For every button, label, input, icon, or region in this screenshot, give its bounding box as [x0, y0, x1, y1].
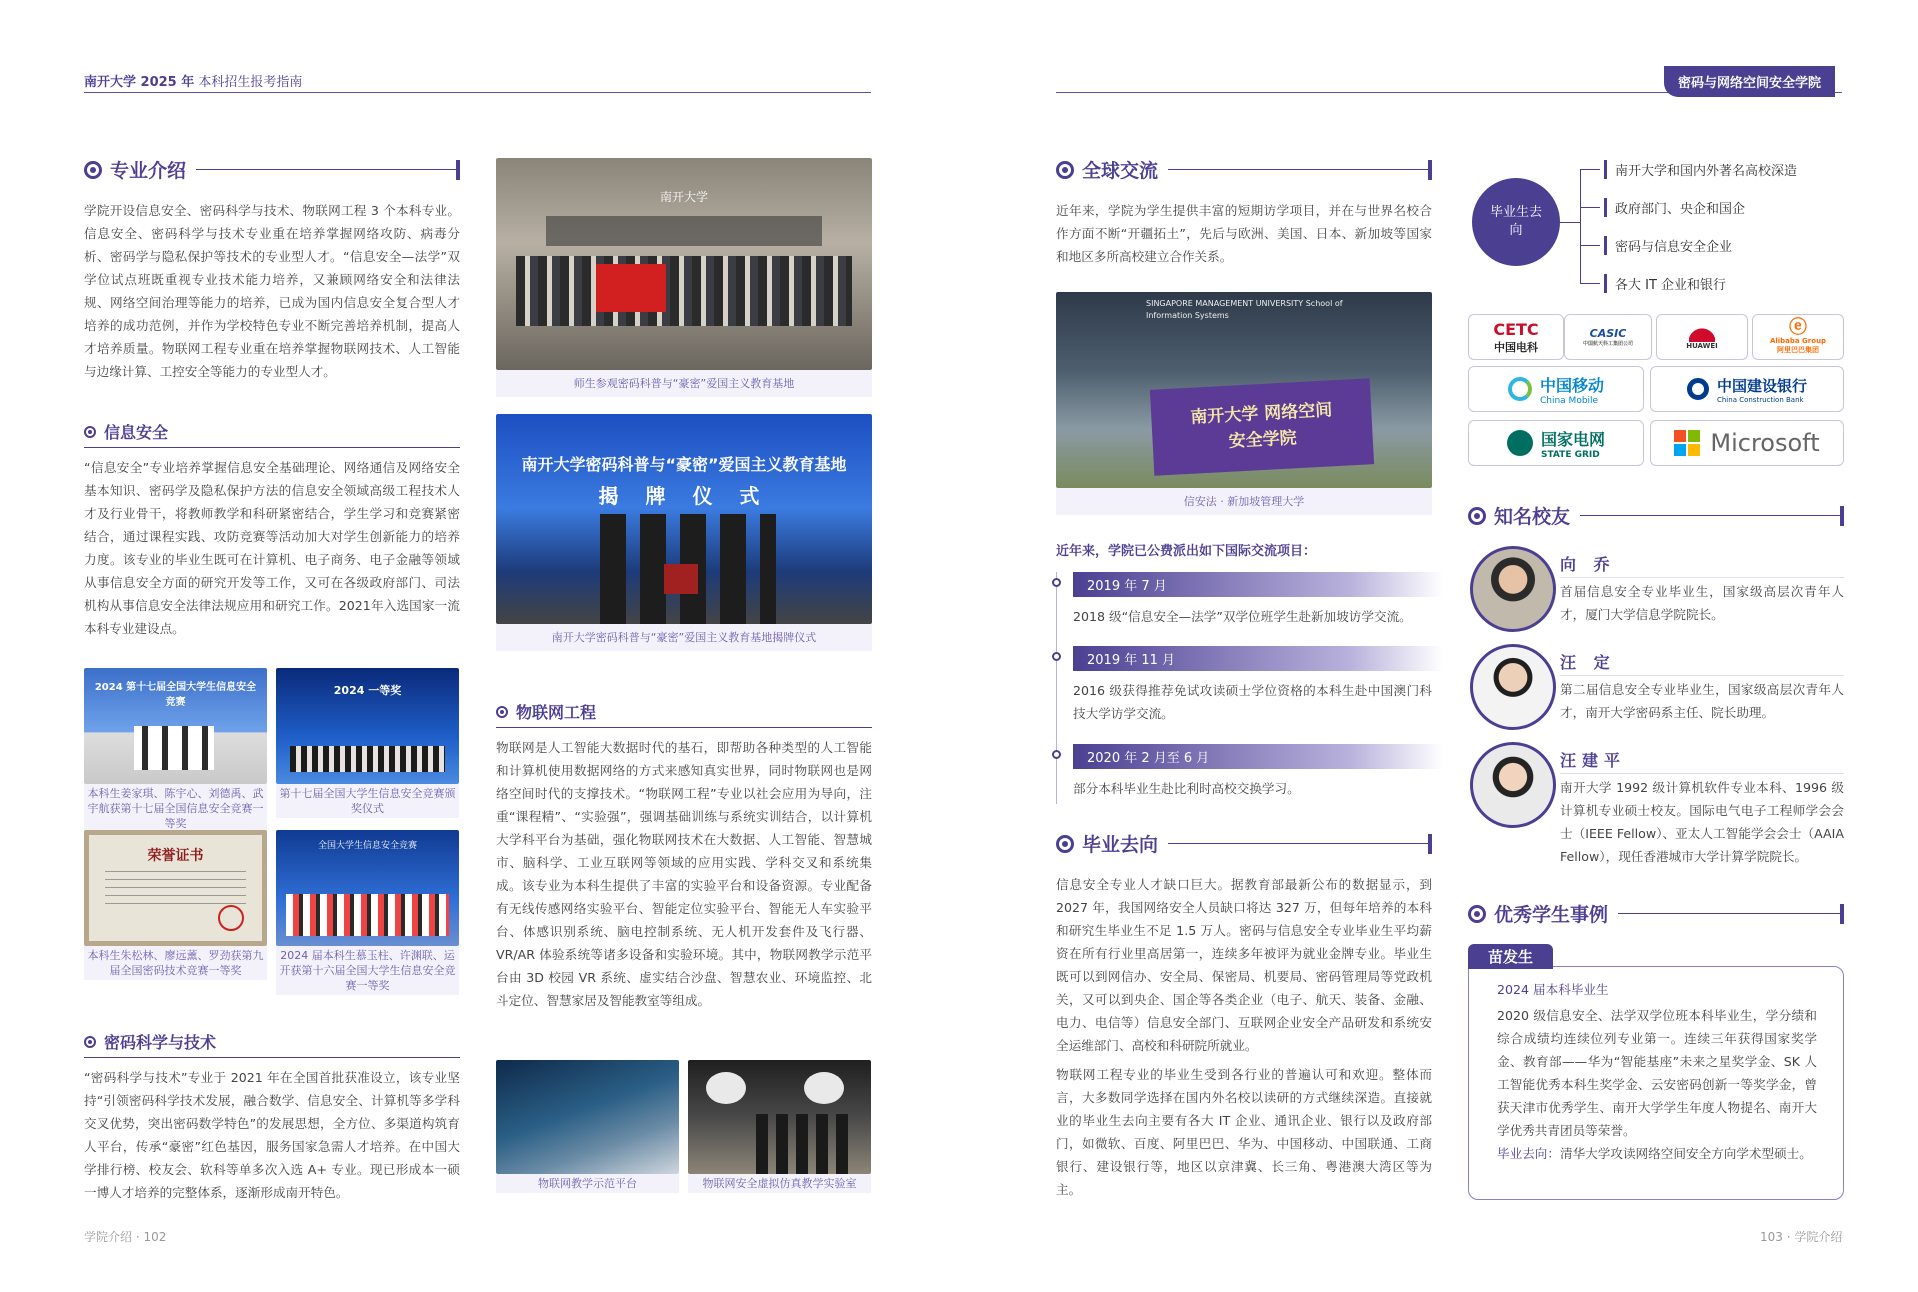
subsection-bullet-icon	[496, 706, 508, 718]
iot-paragraph: 物联网是人工智能大数据时代的基石，即帮助各种类型的人工智能和计算机使用数据网络的方式来感知真实世界，同时物联网也是网络空间时代的支撑技术。“物联网工程”专业以社会应用为导向，注重“课程精”、“实验强”，强调基础训练与系统实训结合，以计算机大学科平台为基础，强化物联网技术在大数据、人工智能、智慧城市、脑科学、工业互联网等领域的应用实践、学科交叉和系统集成。该专业为本科生提供了丰富的实验平台和设备资源。专业配备有无线传感网络实验平台、智能定位实验平台、智能无人车实验平台、体感识别系统、脑电控制系统、无人机开发套件及飞行器、VR/AR 体验系统等诸多设备和实验环境。其中，物联网教学示范平台由 3D 校园 VR 系统、虚实结合沙盘、智慧农业、环境监控、北斗定位、智慧家居及智能教室等组成。	[496, 740, 872, 1008]
timeline-dot-icon	[1052, 652, 1061, 661]
student-card-body	[1468, 966, 1844, 1200]
avatar	[1470, 644, 1556, 730]
timeline-dot-icon	[1052, 750, 1061, 759]
section-title: 优秀学生事例	[1494, 904, 1609, 926]
casic-logo: CASIC 中国航天科工集团公司	[1564, 314, 1652, 360]
photo-banner-text: 全国大学生信息安全竞赛	[317, 841, 417, 851]
timeline-date: 2020 年 2 月至 6 月	[1073, 744, 1443, 769]
destination-item: 各大 IT 企业和银行	[1580, 274, 1726, 293]
destinations-circle: 毕业生去向	[1472, 178, 1560, 266]
microsoft-logo: Microsoft	[1650, 420, 1844, 466]
infosec-section	[84, 420, 460, 640]
mid-photo-1	[496, 158, 872, 397]
avatar	[1470, 742, 1556, 828]
subsection-title: 信息安全	[104, 423, 169, 442]
ceremony-banner-title: 南开大学密码科普与“豪密”爱国主义教育基地	[521, 455, 847, 474]
state-grid-logo: 国家电网 STATE GRID	[1468, 420, 1644, 466]
career-paragraph-1: 信息安全专业人才缺口巨大。据教育部最新公布的数据显示，到 2027 年，我国网络安全人员缺口将达 327 万，但每年培养的本科和研究生毕业生不足 1.5 万人。密码与信息安全专业毕业生平均薪资在所有行业里高居第一，连续多年被评为就业金牌专业。毕业生既可以到网信办、安全局、保密局、机要局、密码管理局等党政机关，又可以到央企、国企等各类企业（电子、航天、装备、金融、电力、电信等）信息安全部门、互联网企业安全产品研发和系统安全运维部门、高校和科研院所就业。	[1056, 877, 1432, 1053]
section-header	[1468, 502, 1844, 529]
section-bullet-icon	[1468, 905, 1486, 923]
photo-caption: 物联网安全虚拟仿真教学实验室	[688, 1174, 871, 1193]
header-title	[84, 71, 302, 90]
global-paragraph: 近年来，学院为学生提供丰富的短期访学项目，并在与世界名校合作方面不断“开疆拓土”，先后与欧洲、美国、日本、新加坡等国家和地区多所高校建立合作关系。	[1056, 203, 1432, 264]
subsection-header	[84, 420, 460, 448]
section-header	[1056, 156, 1432, 183]
crypto-paragraph: “密码科学与技术”专业于 2021 年在全国首批获准设立，该专业坚持“引领密码科学技术发展，融合数学、信息安全、计算机等多学科交叉优势，突出密码数学特色”的发展思想，全方位、多渠道构筑育人平台，传承“豪密”红色基因，服务国家急需人才培养。在中国大学排行榜、校友会、软科等单多次入选 A+ 专业。现已形成本一硕一博人才培养的完整体系，逐渐形成南开特色。	[84, 1070, 460, 1200]
party-flag-icon	[596, 264, 666, 312]
avatar	[1470, 546, 1556, 632]
header-title-rest: 本科招生报考指南	[194, 75, 303, 90]
crypto-section	[84, 1030, 460, 1204]
alumnus-desc: 第二届信息安全专业毕业生，国家级高层次青年人才，南开大学密码系主任、院长助理。	[1560, 682, 1844, 720]
photo-caption: 师生参观密码科普与“豪密”爱国主义教育基地	[496, 370, 872, 397]
student-name-tag: 苗发生	[1468, 944, 1553, 969]
subsection-header	[84, 1030, 460, 1058]
alumnus-name: 汪 定	[1560, 650, 1844, 676]
photo-caption: 本科生朱松林、廖远薰、罗劲获第九届全国密码技术竞赛一等奖	[84, 946, 267, 980]
alibaba-mark-icon: ⓔ	[1789, 317, 1807, 338]
footer-left: 学院介绍 · 102	[84, 1230, 167, 1244]
timeline-item	[1073, 572, 1432, 646]
sign-text: SINGAPORE MANAGEMENT UNIVERSITY School of Information Systems	[1146, 299, 1343, 320]
photo-caption: 南开大学密码科普与“豪密”爱国主义教育基地揭牌仪式	[496, 624, 872, 651]
header-title-bold: 南开大学 2025 年	[84, 75, 195, 90]
footer-right: 103 · 学院介绍	[1760, 1230, 1843, 1244]
iot-section	[496, 700, 872, 1012]
section-bullet-icon	[1056, 161, 1074, 179]
timeline-text: 2018 级“信息安全—法学”双学位班学生赴新加坡访学交流。	[1073, 609, 1412, 624]
subsection-title: 密码科学与技术	[104, 1033, 217, 1052]
infosec-photo-1	[84, 668, 267, 833]
section-header	[84, 156, 460, 183]
timeline-item	[1073, 744, 1432, 804]
sign-text: 南开大学	[659, 190, 708, 204]
infosec-photo-2	[276, 668, 459, 818]
career-section	[1056, 830, 1432, 1201]
destination-item: 南开大学和国内外著名高校深造	[1580, 160, 1797, 179]
cetc-logo: CETC 中国电科	[1468, 314, 1564, 360]
ccb-logo: 中国建设银行 China Construction Bank	[1650, 366, 1844, 412]
alumnus-name: 向 乔	[1560, 552, 1844, 578]
iot-photo-2	[688, 1060, 871, 1193]
section-bullet-icon	[1468, 507, 1486, 525]
infosec-paragraph: “信息安全”专业培养掌握信息安全基础理论、网络通信及网络安全基本知识、密码学及隐私保护方法的信息安全领域高级工程技术人才及行业骨干，将教师教学和科研紧密结合，学生学习和竞赛紧密结合，通过课程实践、攻防竞赛等活动加大对学生创新能力的培养力度。该专业的毕业生既可在计算机、电子商务、电子金融等领域从事信息安全方面的研究开发等工作，又可在各级政府部门、司法机构从事信息安全法律法规应用和研究工作。2021年入选国家一流本科专业建设点。	[84, 460, 460, 636]
ceremony-banner-sub: 揭 牌 仪 式	[598, 484, 770, 508]
career-paragraph-2: 物联网工程专业的毕业生受到各行业的普遍认可和欢迎。整体而言，大多数同学选择在国内外名校以读研的方式继续深造。直接就业的毕业生去向主要有各大 IT 企业、通讯企业、银行以及政府部门，如微软、百度、阿里巴巴、华为、中国移动、中国联通、工商银行、建设银行等，地区以京津冀、长三角、粤港澳大湾区等为主。	[1056, 1067, 1432, 1197]
timeline-item	[1073, 646, 1432, 744]
state-grid-globe-icon	[1507, 430, 1533, 456]
subsection-bullet-icon	[84, 426, 96, 438]
section-title: 知名校友	[1494, 506, 1571, 528]
infosec-photo-3	[84, 830, 267, 980]
section-bullet-icon	[1056, 835, 1074, 853]
alumni-section	[1468, 502, 1844, 529]
huawei-petal-icon	[1689, 324, 1715, 342]
section-title: 毕业去向	[1082, 834, 1159, 856]
exchange-lead: 近年来，学院已公费派出如下国际交流项目：	[1056, 544, 1317, 559]
destination-item: 政府部门、央企和国企	[1580, 198, 1745, 217]
section-title: 专业介绍	[110, 160, 187, 182]
alumnus-card	[1468, 740, 1844, 870]
alumnus-name: 汪建平	[1560, 748, 1844, 774]
photo-caption: 2024 届本科生慕玉柱、许渊联、运开获第十六届全国大学生信息安全竞赛一等奖	[276, 946, 459, 995]
section-header	[1468, 900, 1844, 927]
intro-paragraph: 学院开设信息安全、密码科学与技术、物联网工程 3 个本科专业。信息安全、密码科学与技术专业重在培养掌握网络攻防、病毒分析、密码学与隐私保护等技术的专业型人才。“信息安全—法学”双学位试点班既重视专业技术能力培养，又兼顾网络安全和法律法规、网络空间治理等能力的培养，已成为国内信息安全复合型人才培养的成功范例，并作为学校特色专业不断完善培养机制，提高人才培养质量。物联网工程专业重在培养掌握物联网技术、人工智能与边缘计算、工控安全等能力的专业型人才。	[84, 203, 460, 379]
iot-photo-1	[496, 1060, 679, 1193]
photo-banner-text: 2024 第十七届全国大学生信息安全竞赛	[94, 682, 257, 708]
global-photo	[1056, 292, 1432, 515]
intro-section	[84, 156, 460, 383]
destination-item: 密码与信息安全企业	[1580, 236, 1732, 255]
china-mobile-swirl-icon	[1508, 377, 1532, 401]
photo-caption: 第十七届全国大学生信息安全竞赛颁奖仪式	[276, 784, 459, 818]
header-rule-left	[84, 92, 871, 93]
photo-caption: 本科生姜家琪、陈宇心、刘德禹、武宇航获第十七届全国信息安全竞赛一等奖	[84, 784, 267, 833]
alumnus-card	[1468, 544, 1844, 640]
section-header	[1056, 830, 1432, 857]
mid-photo-2	[496, 414, 872, 651]
alumnus-desc: 首届信息安全专业毕业生，国家级高层次青年人才，厦门大学信息学院院长。	[1560, 584, 1844, 622]
alibaba-logo: ⓔ Alibaba Group 阿里巴巴集团	[1752, 314, 1844, 360]
timeline-text: 部分本科毕业生赴比利时高校交换学习。	[1073, 781, 1300, 796]
photo-caption: 物联网教学示范平台	[496, 1174, 679, 1193]
section-title: 全球交流	[1082, 160, 1159, 182]
timeline-dot-icon	[1052, 578, 1061, 587]
photo-banner-text: 荣誉证书	[147, 848, 204, 864]
global-section	[1056, 156, 1432, 268]
timeline-date: 2019 年 11 月	[1073, 646, 1443, 671]
microsoft-windows-icon	[1674, 430, 1700, 456]
alumnus-card	[1468, 642, 1844, 738]
china-mobile-logo: 中国移动 China Mobile	[1468, 366, 1644, 412]
school-banner: 南开大学 网络空间安全学院	[1150, 378, 1374, 475]
employer-logos	[1468, 314, 1844, 466]
student-desc: 2020 级信息安全、法学双学位班本科毕业生，学分绩和综合成绩均连续位列专业第一。连续三年获得国家奖学金、教育部——华为“智能基座”未来之星奖学金、SK 人工智能优秀本科生奖学金、云安密码创新一等奖学金，曾获天津市优秀学生、南开大学学生年度人物提名、南开大学优秀共青团员等荣誉。	[1497, 1008, 1817, 1138]
student-year: 2024 届本科毕业生	[1497, 982, 1609, 997]
subsection-bullet-icon	[84, 1036, 96, 1048]
alumnus-desc: 南开大学 1992 级计算机软件专业本科、1996 级计算机专业硕士校友。国际电气电子工程师学会会士（IEEE Fellow）、亚太人工智能学会会士（AAIA Fellow），现任香港城市大学计算学院院长。	[1560, 780, 1844, 864]
ccb-mark-icon	[1687, 378, 1709, 400]
photo-banner-text: 2024 一等奖	[333, 684, 402, 697]
timeline-text: 2016 级获得推荐免试攻读硕士学位资格的本科生赴中国澳门科技大学访学交流。	[1073, 683, 1432, 721]
infosec-photo-4	[276, 830, 459, 995]
student-card	[1468, 944, 1844, 1200]
students-section	[1468, 900, 1844, 927]
subsection-header	[496, 700, 872, 728]
huawei-logo: HUAWEI	[1656, 314, 1748, 360]
section-bullet-icon	[84, 161, 102, 179]
destinations-diagram	[1468, 156, 1844, 306]
timeline-date: 2019 年 7 月	[1073, 572, 1443, 597]
photo-caption: 信安法 · 新加坡管理大学	[1056, 488, 1432, 515]
college-badge: 密码与网络空间安全学院	[1664, 66, 1835, 97]
exchange-timeline	[1056, 572, 1432, 804]
student-destination: 毕业去向：清华大学攻读网络空间安全方向学术型硕士。	[1497, 1146, 1812, 1161]
subsection-title: 物联网工程	[516, 703, 597, 722]
